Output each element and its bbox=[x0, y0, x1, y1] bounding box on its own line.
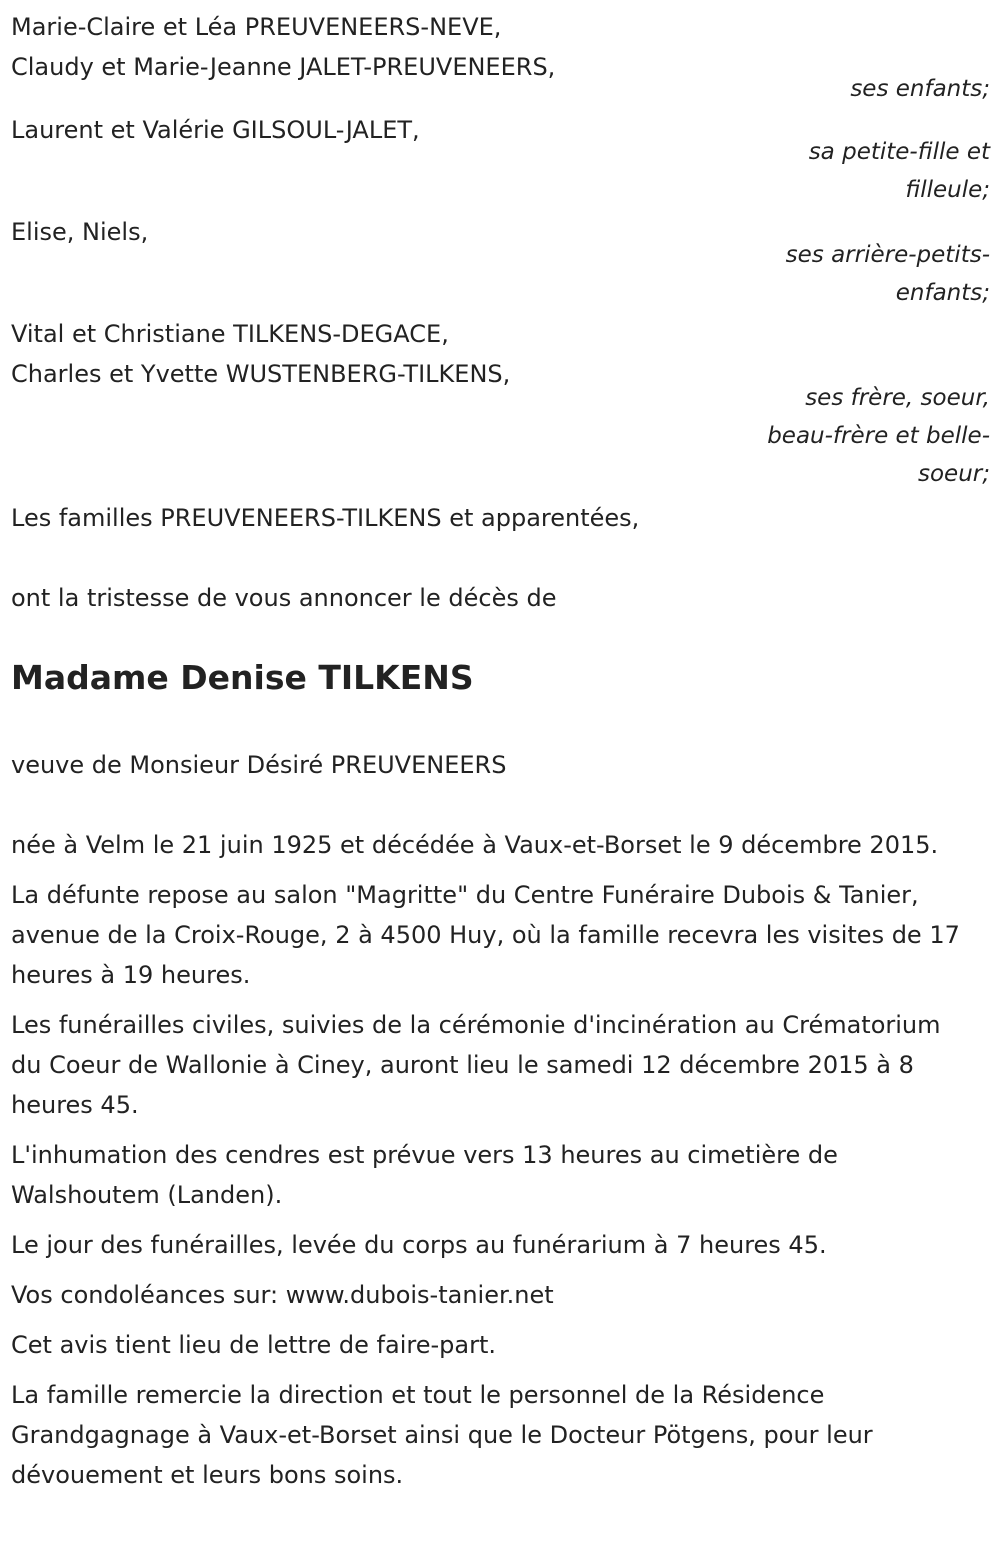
deceased-name: Madame Denise TILKENS bbox=[11, 658, 474, 697]
children-line-2: Claudy et Marie-Jeanne JALET-PREUVENEERS, bbox=[11, 53, 556, 81]
children-role: ses enfants; bbox=[850, 76, 990, 102]
great-grandchildren-role-line-2: enfants; bbox=[895, 280, 990, 306]
granddaughter-role bbox=[740, 133, 990, 209]
granddaughter-role-line-1: sa petite-fille et bbox=[808, 139, 990, 165]
granddaughter-line: Laurent et Valérie GILSOUL-JALET, bbox=[11, 116, 420, 144]
announcement-line: ont la tristesse de vous annoncer le décès de bbox=[11, 584, 557, 612]
granddaughter-role-line-2: filleule; bbox=[905, 177, 990, 203]
siblings-group bbox=[11, 314, 510, 394]
obituary-body bbox=[11, 825, 971, 1495]
faire-part-paragraph: Cet avis tient lieu de lettre de faire-part. bbox=[11, 1331, 496, 1359]
children-line-1: Marie-Claire et Léa PREUVENEERS-NEVE, bbox=[11, 13, 502, 41]
siblings-role-line-2: beau-frère et belle- bbox=[767, 423, 990, 449]
thanks-paragraph: La famille remercie la direction et tout le personnel de la Résidence Grandgagnage à Vaux-et-Borset ainsi que le Docteur Pötgens, pour leur dévouement et leurs bons soins. bbox=[11, 1381, 873, 1489]
siblings-line-2: Charles et Yvette WUSTENBERG-TILKENS, bbox=[11, 360, 511, 388]
great-grandchildren-line: Elise, Niels, bbox=[11, 218, 149, 246]
siblings-role-line-1: ses frère, soeur, bbox=[805, 385, 990, 411]
funeral-paragraph: Les funérailles civiles, suivies de la cérémonie d'incinération au Crématorium du Coeur de Wallonie à Ciney, auront lieu le samedi 12 décembre 2015 à 8 heures 45. bbox=[11, 1011, 941, 1119]
great-grandchildren-role-line-1: ses arrière-petits- bbox=[785, 242, 990, 268]
extended-families-line: Les familles PREUVENEERS-TILKENS et apparentées, bbox=[11, 504, 640, 532]
siblings-line-1: Vital et Christiane TILKENS-DEGACE, bbox=[11, 320, 449, 348]
widow-of-line: veuve de Monsieur Désiré PREUVENEERS bbox=[11, 751, 507, 779]
siblings-role bbox=[740, 379, 990, 493]
condolences-paragraph: Vos condoléances sur: www.dubois-tanier.net bbox=[11, 1281, 554, 1309]
inhumation-paragraph: L'inhumation des cendres est prévue vers 13 heures au cimetière de Walshoutem (Landen). bbox=[11, 1141, 838, 1209]
siblings-role-line-3: soeur; bbox=[918, 461, 990, 487]
great-grandchildren-role bbox=[740, 236, 990, 312]
birth-death-paragraph: née à Velm le 21 juin 1925 et décédée à Vaux-et-Borset le 9 décembre 2015. bbox=[11, 831, 939, 859]
levee-paragraph: Le jour des funérailles, levée du corps au funérarium à 7 heures 45. bbox=[11, 1231, 827, 1259]
repose-paragraph: La défunte repose au salon "Magritte" du Centre Funéraire Dubois & Tanier, avenue de la Croix-Rouge, 2 à 4500 Huy, où la famille recevra les visites de 17 heures à 19 heures. bbox=[11, 881, 960, 989]
